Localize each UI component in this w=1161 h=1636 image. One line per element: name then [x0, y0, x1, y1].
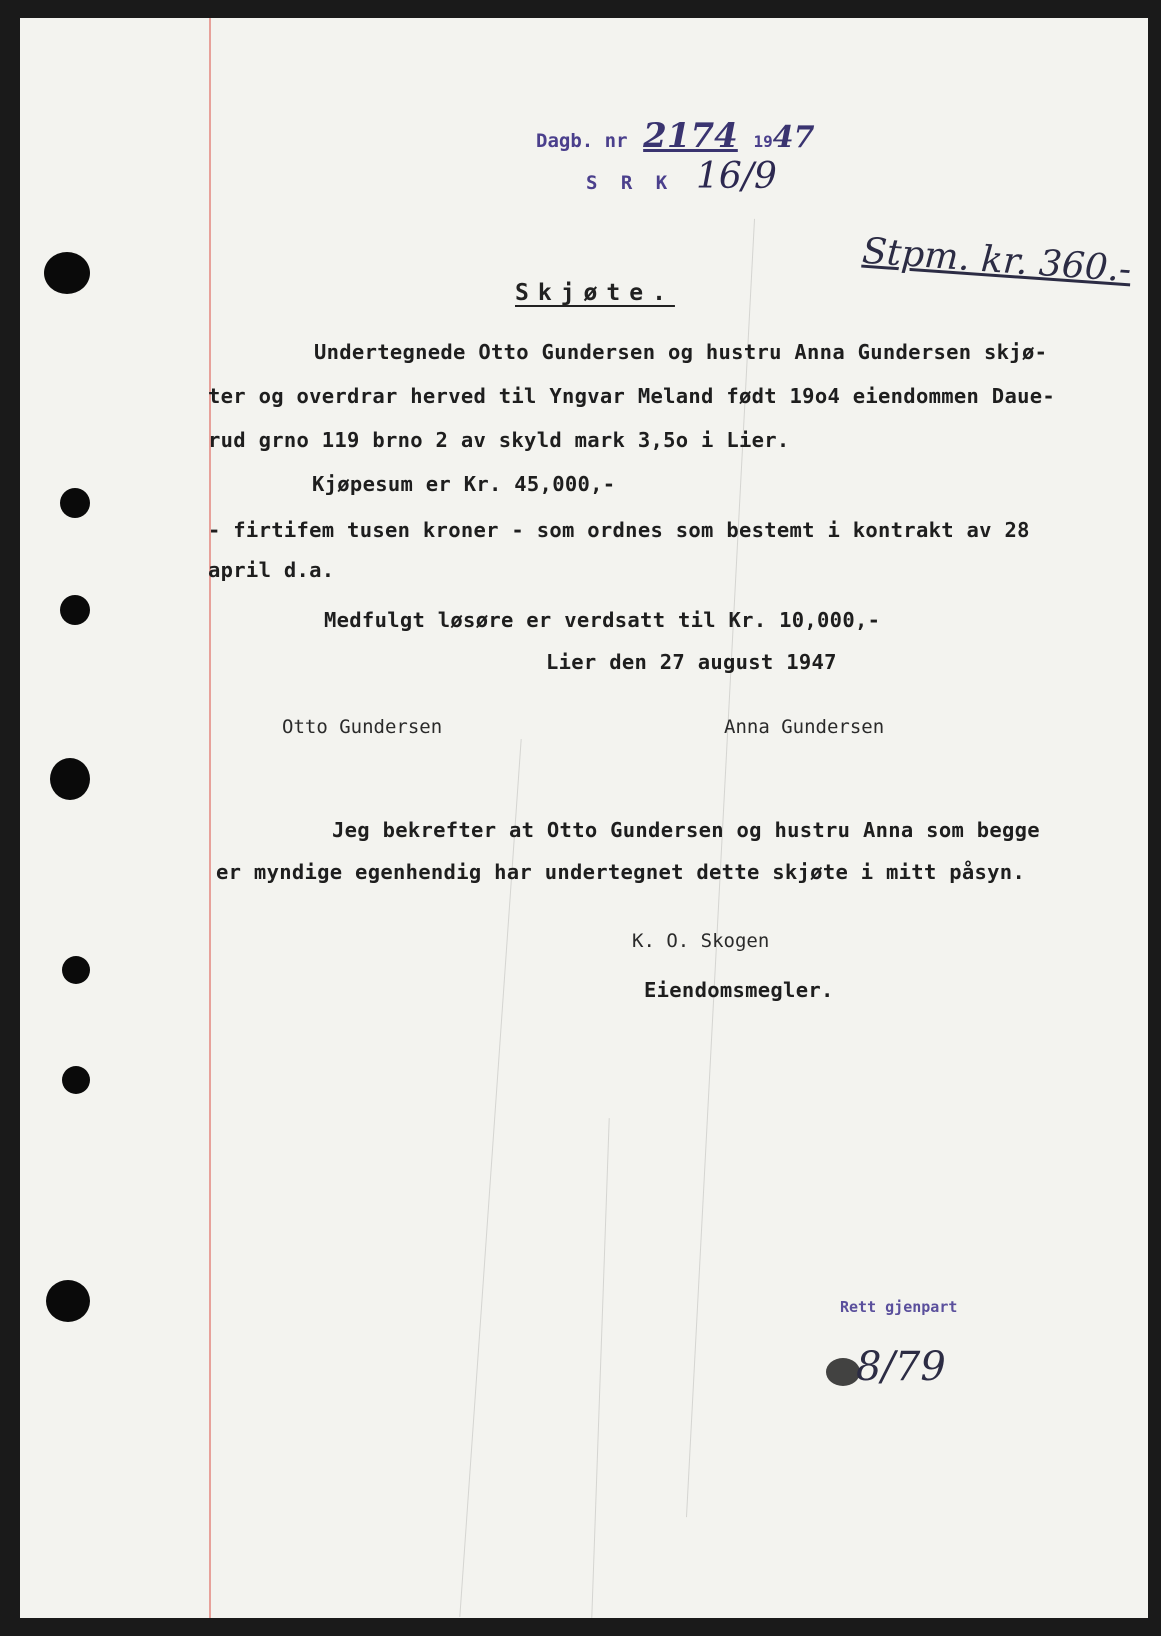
seller1-signature: Otto Gundersen [282, 716, 443, 738]
witness-line: Jeg bekrefter at Otto Gundersen og hustru Anna som begge [332, 818, 1040, 842]
body-line: - firtifem tusen kroner - som ordnes som bestemt i kontrakt av 28 [208, 518, 1030, 542]
body-line: ter og overdrar herved til Yngvar Meland født 19o4 eiendommen Daue- [208, 384, 1056, 408]
body-line: Kjøpesum er Kr. 45,000,- [312, 472, 616, 496]
fold-crease [591, 1118, 609, 1618]
punch-hole [46, 1280, 90, 1322]
copy-initials: 8/79 [856, 1344, 946, 1390]
registration-stamp [536, 116, 814, 156]
margin-line [209, 18, 211, 1618]
document-title: Skjøte. [515, 280, 675, 306]
body-line: rud grno 119 brno 2 av skyld mark 3,5o i Lier. [208, 428, 790, 452]
stamp-year: 47 [772, 120, 815, 155]
punch-hole [62, 1066, 90, 1094]
punch-hole [60, 595, 90, 625]
seller2-signature: Anna Gundersen [724, 716, 885, 738]
body-line: april d.a. [208, 558, 335, 582]
office-stamp: S R K [586, 172, 674, 194]
stamp-year-prefix: 19 [753, 132, 773, 151]
copy-stamp: Rett gjenpart [840, 1298, 958, 1316]
dagbok-label: Dagb. nr [536, 130, 628, 152]
ink-blot [826, 1358, 860, 1386]
body-line: Medfulgt løsøre er verdsatt til Kr. 10,000,- [324, 608, 881, 632]
punch-hole [60, 488, 90, 518]
broker-name: K. O. Skogen [632, 930, 770, 952]
punch-hole [50, 758, 90, 800]
punch-hole [62, 956, 90, 984]
stamp-date: 16/9 [696, 156, 777, 197]
document-page [20, 18, 1148, 1618]
place-date: Lier den 27 august 1947 [546, 650, 837, 674]
dagbok-number: 2174 [643, 116, 738, 156]
punch-hole [44, 252, 90, 294]
body-line: Undertegnede Otto Gundersen og hustru Anna Gundersen skjø- [314, 340, 1048, 364]
broker-title: Eiendomsmegler. [644, 978, 834, 1002]
witness-line: er myndige egenhendig har undertegnet dette skjøte i mitt påsyn. [216, 860, 1026, 884]
fee-note: Stpm. kr. 360.- [860, 230, 1133, 291]
